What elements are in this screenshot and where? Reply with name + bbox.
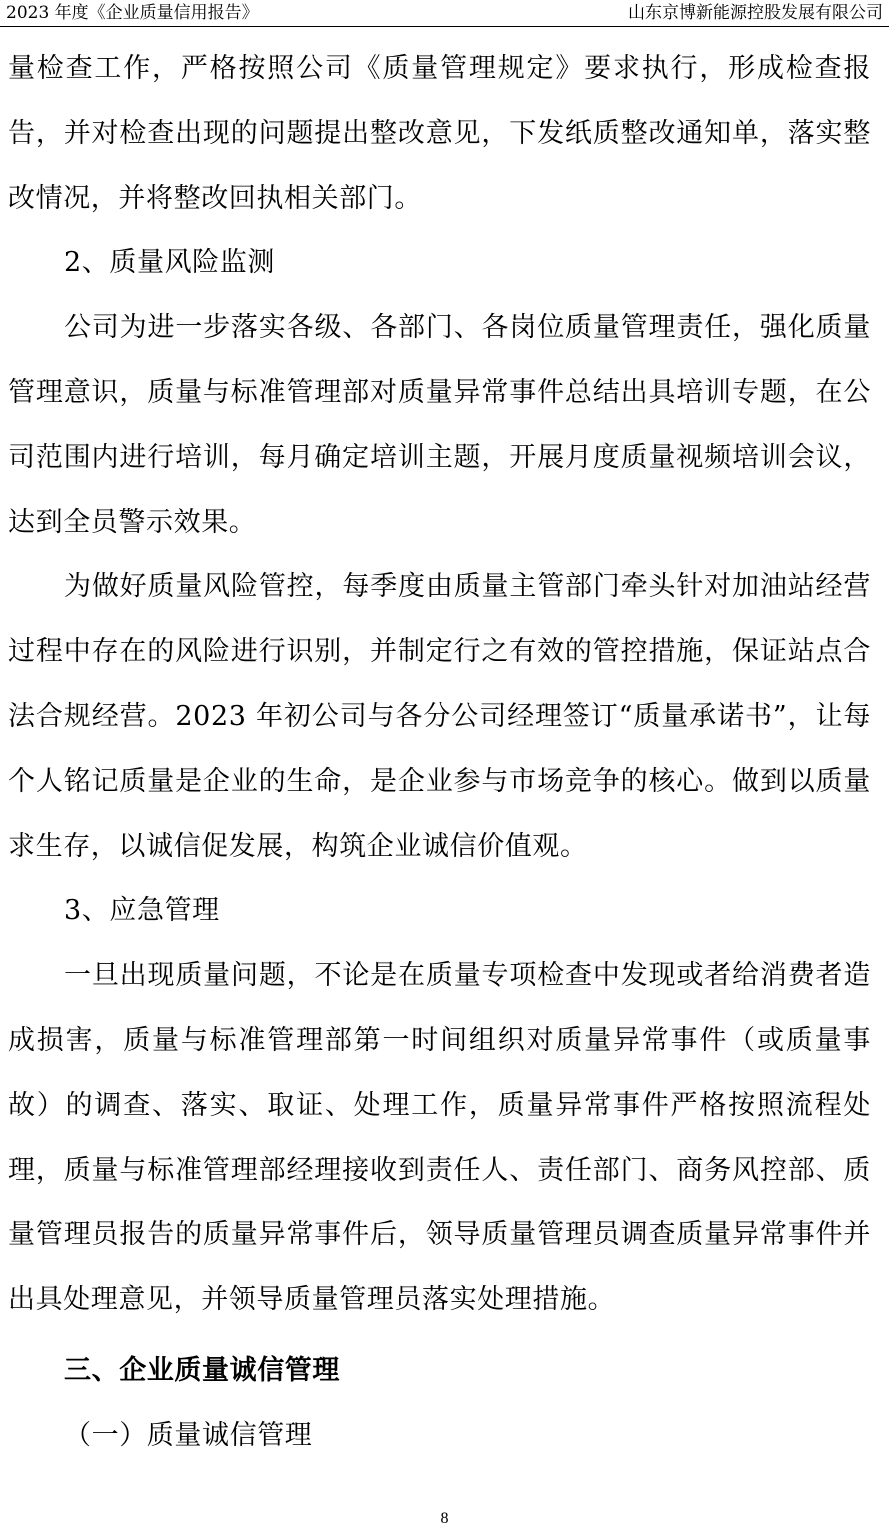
page-number: 8 [440, 1510, 449, 1527]
subheading-risk-monitoring: 2、质量风险监测 [64, 247, 275, 279]
page-header [0, 0, 889, 27]
company-name: 山东京博新能源控股发展有限公司 [628, 3, 883, 23]
subheading-emergency-management: 3、应急管理 [64, 895, 220, 927]
paragraph-risk-control: 为做好质量风险管控，每季度由质量主管部门牵头针对加油站经营过程中存在的风险进行识别，并制定行之有效的管控措施，保证站点合法合规经营。2023 年初公司与各分公司经理签订“质量承诺书”，让每个人铭记质量是企业的生命，是企业参与市场竞争的核心。做到以质量求生存，以诚信促发展，构筑企业诚信价值观。 [8, 571, 871, 862]
section-heading: 三、企业质量诚信管理 [64, 1354, 340, 1386]
subsection-heading: （一）质量诚信管理 [64, 1419, 313, 1451]
paragraph-training: 公司为进一步落实各级、各部门、各岗位质量管理责任，强化质量管理意识，质量与标准管理部对质量异常事件总结出具培训专题，在公司范围内进行培训，每月确定培训主题，开展月度质量视频培训会议，达到全员警示效果。 [8, 312, 871, 538]
paragraph-emergency: 一旦出现质量问题，不论是在质量专项检查中发现或者给消费者造成损害，质量与标准管理部第一时间组织对质量异常事件（或质量事故）的调查、落实、取证、处理工作，质量异常事件严格按照流程处理，质量与标准管理部经理接收到责任人、责任部门、商务风控部、质量管理员报告的质量异常事件后，领导质量管理员调查质量异常事件并出具处理意见，并领导质量管理员落实处理措施。 [8, 960, 871, 1316]
document-body [8, 37, 871, 1469]
paragraph-continued: 量检查工作，严格按照公司《质量管理规定》要求执行，形成检查报告，并对检查出现的问题提出整改意见，下发纸质整改通知单，落实整改情况，并将整改回执相关部门。 [8, 53, 871, 214]
report-title: 2023 年度《企业质量信用报告》 [6, 3, 259, 23]
